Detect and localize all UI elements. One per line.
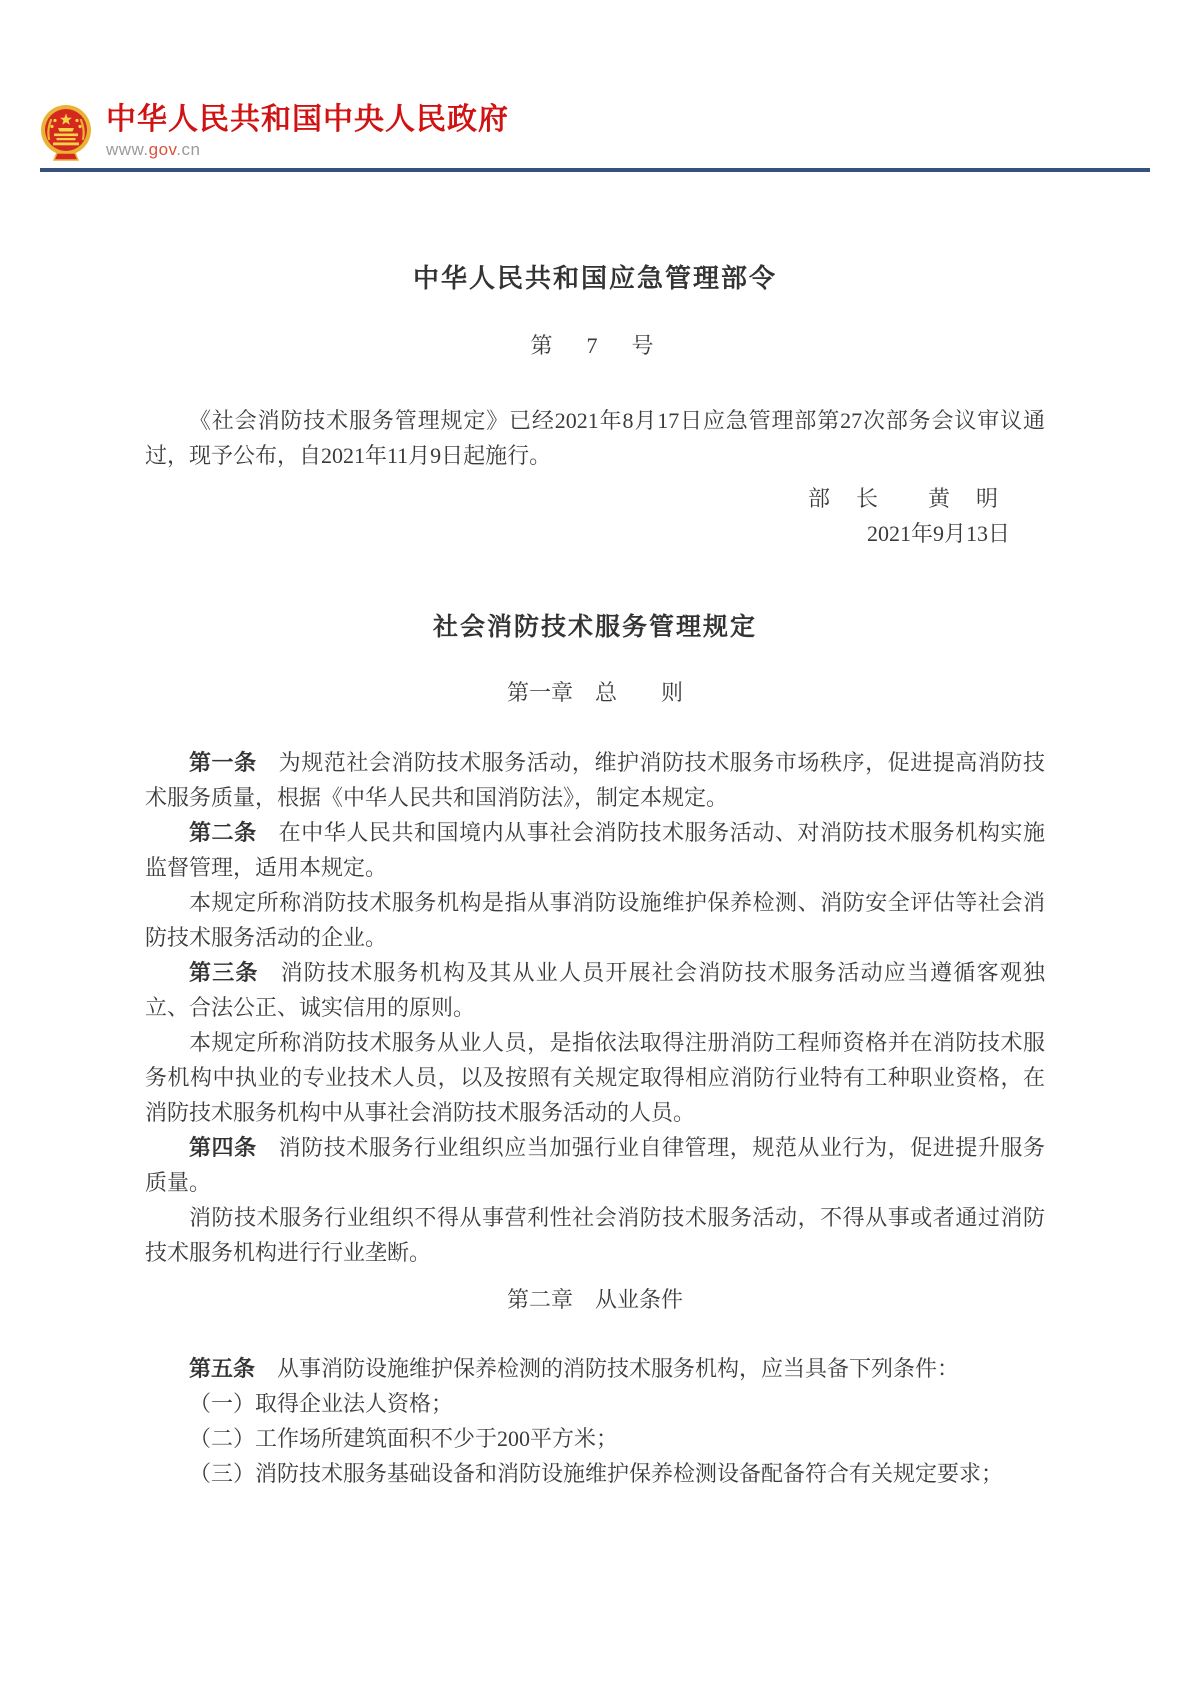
article-paragraph — [145, 1025, 1045, 1130]
regulation-title: 社会消防技术服务管理规定 — [432, 613, 757, 641]
article-text: （二）工作场所建筑面积不少于200平方米； — [189, 1426, 619, 1451]
article-paragraph — [145, 1351, 1045, 1386]
article-text: 本规定所称消防技术服务从业人员，是指依法取得注册消防工程师资格并在消防技术服务机构中执业的专业技术人员，以及按照有关规定取得相应消防行业特有工种职业资格，在消防技术服务机构中从事社会消防技术服务活动的人员。 — [145, 1030, 1045, 1125]
article-number: 第五条 — [189, 1356, 256, 1381]
decree-number: 第 7 号 — [530, 333, 660, 358]
national-emblem-icon[interactable] — [40, 104, 92, 162]
article-text: 从事消防设施维护保养检测的消防技术服务机构，应当具备下列条件： — [277, 1356, 960, 1381]
site-url-prefix: www. — [106, 140, 149, 159]
list-item — [145, 1456, 1045, 1491]
article-number: 第三条 — [189, 960, 259, 985]
article-text: （一）取得企业法人资格； — [189, 1391, 454, 1416]
chapter-2-heading: 第二章 从业条件 — [506, 1287, 683, 1312]
chapter-2-articles — [145, 1351, 1045, 1491]
article-text: 消防技术服务行业组织不得从事营利性社会消防技术服务活动，不得从事或者通过消防技术服务机构进行行业垄断。 — [145, 1205, 1045, 1265]
decree-preamble: 《社会消防技术服务管理规定》已经2021年8月17日应急管理部第27次部务会议审议通过，现予公布，自2021年11月9日起施行。 — [145, 408, 1045, 468]
document-body — [145, 0, 1045, 1491]
article-text: 在中华人民共和国境内从事社会消防技术服务活动、对消防技术服务机构实施监督管理，适用本规定。 — [145, 820, 1045, 880]
site-url-suffix: .cn — [176, 140, 201, 159]
article-text: 本规定所称消防技术服务机构是指从事消防设施维护保养检测、消防安全评估等社会消防技术服务活动的企业。 — [145, 890, 1045, 950]
site-title: 中华人民共和国中央人民政府 — [106, 103, 509, 136]
chapter-1-articles — [145, 745, 1045, 1270]
chapter-1-heading: 第一章 总 则 — [506, 680, 683, 705]
article-paragraph — [145, 885, 1045, 955]
article-paragraph — [145, 955, 1045, 1025]
decree-date: 2021年9月13日 — [866, 521, 1010, 546]
article-paragraph — [145, 1200, 1045, 1270]
article-text: 消防技术服务机构及其从业人员开展社会消防技术服务活动应当遵循客观独立、合法公正、诚实信用的原则。 — [145, 960, 1045, 1020]
article-paragraph — [145, 815, 1045, 885]
article-paragraph — [145, 1130, 1045, 1200]
decree-title: 中华人民共和国应急管理部令 — [412, 263, 777, 293]
article-number: 第二条 — [189, 820, 257, 845]
article-number: 第四条 — [189, 1135, 257, 1160]
article-text: 消防技术服务行业组织应当加强行业自律管理，规范从业行为，促进提升服务质量。 — [145, 1135, 1045, 1195]
site-url-highlight: gov — [148, 140, 177, 159]
minister-signature: 部 长 黄 明 — [807, 486, 1000, 511]
list-item — [145, 1421, 1045, 1456]
article-paragraph — [145, 745, 1045, 815]
list-item — [145, 1386, 1045, 1421]
article-number: 第一条 — [189, 750, 257, 775]
article-text: 为规范社会消防技术服务活动，维护消防技术服务市场秩序，促进提高消防技术服务质量，根据《中华人民共和国消防法》，制定本规定。 — [145, 750, 1045, 810]
article-text: （三）消防技术服务基础设备和消防设施维护保养检测设备配备符合有关规定要求； — [189, 1461, 1004, 1486]
